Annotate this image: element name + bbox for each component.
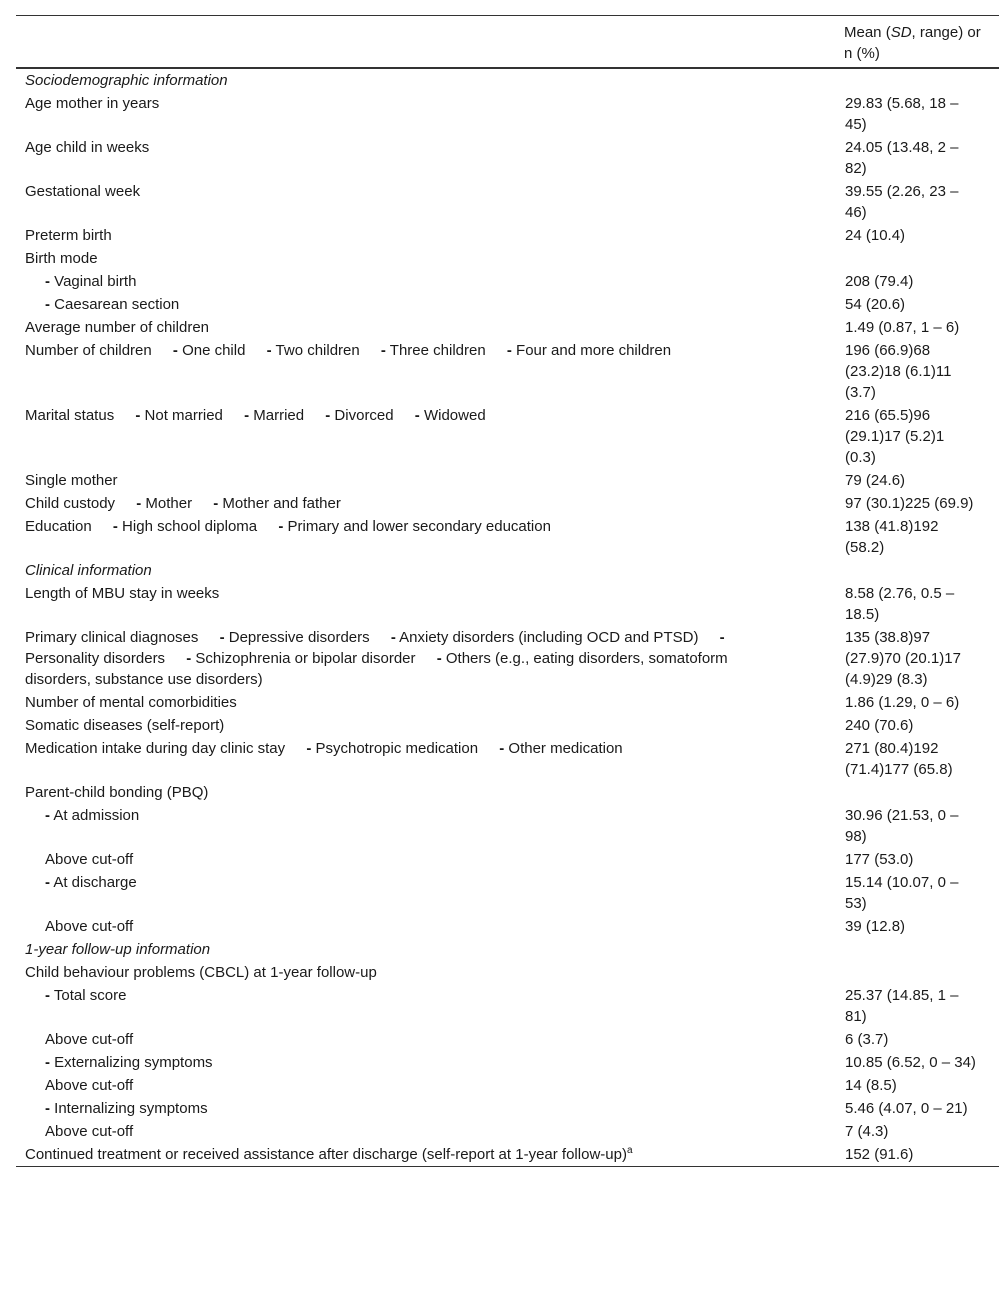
row-label: Birth mode [25, 250, 98, 267]
row-value-cell [835, 871, 999, 915]
row-label-cell [16, 1028, 835, 1051]
table-row [16, 984, 999, 1028]
row-value-cell [835, 404, 999, 469]
row-value-cell [835, 339, 999, 404]
row-label-cell [16, 515, 835, 559]
table-row [16, 293, 999, 316]
row-value-cell [835, 626, 999, 691]
row-label: Number of children [25, 342, 152, 359]
sub-category-label: Others (e.g., eating disorders, somatoform disorders, substance use disorders) [25, 650, 728, 688]
row-label-cell [16, 316, 835, 339]
table-row [16, 871, 999, 915]
row-label-cell [16, 559, 835, 582]
row-value: 29.83 (5.68, 18 – 45) [845, 95, 959, 133]
row-label-cell [16, 781, 835, 804]
table-row [16, 339, 999, 404]
row-value: 152 (91.6) [845, 1146, 914, 1163]
table-row [16, 1097, 999, 1120]
row-value-cell [835, 915, 999, 938]
row-label-cell [16, 247, 835, 270]
dash-marker: - [278, 518, 284, 535]
row-label-cell [16, 1097, 835, 1120]
sub-category-label: Mother and father [218, 495, 341, 512]
row-label-cell [16, 691, 835, 714]
dash-marker: - [719, 629, 725, 646]
header-value-post: , range) or n (%) [844, 24, 981, 62]
dash-marker: - [244, 407, 250, 424]
table-row [16, 1028, 999, 1051]
row-value-cell [835, 136, 999, 180]
sub-category [507, 342, 671, 359]
table-row [16, 691, 999, 714]
table-row [16, 469, 999, 492]
row-label: At discharge [53, 874, 137, 891]
table-row [16, 915, 999, 938]
row-label: Primary clinical diagnoses [25, 629, 199, 646]
table-header-row [16, 16, 999, 69]
row-value-cell [835, 1074, 999, 1097]
row-value: 6 (3.7) [845, 1031, 889, 1048]
dash-marker: - [45, 807, 50, 824]
row-label: Age child in weeks [25, 139, 150, 156]
sub-category-label: Married [249, 407, 305, 424]
row-label: Child custody [25, 495, 116, 512]
sub-category-label: Schizophrenia or bipolar disorder [191, 650, 416, 667]
table-row [16, 1051, 999, 1074]
row-label: Continued treatment or received assistance after discharge (self-report at 1-year follow-up) [25, 1146, 627, 1163]
dash-marker: - [380, 342, 386, 359]
sub-category-label: Two children [271, 342, 360, 359]
sub-category-label: Divorced [330, 407, 394, 424]
row-value: 7 (4.3) [845, 1123, 889, 1140]
table-row [16, 737, 999, 781]
row-label-cell [16, 1074, 835, 1097]
row-label-cell [16, 714, 835, 737]
table-row [16, 626, 999, 691]
sub-category [213, 495, 341, 512]
row-value-cell [835, 781, 999, 804]
row-value: 25.37 (14.85, 1 – 81) [845, 987, 959, 1025]
sub-category-label: Psychotropic medication [311, 740, 479, 757]
sub-category-label: High school diploma [117, 518, 258, 535]
sub-category-label: Other medication [504, 740, 623, 757]
row-value-cell [835, 938, 999, 961]
table-row [16, 961, 999, 984]
row-label: Vaginal birth [54, 273, 137, 290]
row-label: Above cut-off [45, 918, 134, 935]
dash-marker: - [112, 518, 118, 535]
table-row [16, 316, 999, 339]
row-value: 135 (38.8)97 (27.9)70 (20.1)17 (4.9)29 (8.3) [845, 629, 961, 688]
row-label-cell [16, 984, 835, 1028]
dash-marker: - [45, 1100, 50, 1117]
row-label: Preterm birth [25, 227, 112, 244]
row-label-cell [16, 180, 835, 224]
sub-category [220, 629, 370, 646]
row-label: Education [25, 518, 92, 535]
table-row [16, 404, 999, 469]
row-value-cell [835, 92, 999, 136]
row-value: 24 (10.4) [845, 227, 906, 244]
row-value: 39.55 (2.26, 23 – 46) [845, 183, 959, 221]
sub-category [136, 495, 192, 512]
row-value-cell [835, 737, 999, 781]
sub-category-label: Anxiety disorders (including OCD and PTSD) [395, 629, 699, 646]
table-container [16, 15, 999, 1167]
row-value: 54 (20.6) [845, 296, 906, 313]
row-value: 30.96 (21.53, 0 – 98) [845, 807, 959, 845]
sub-category-label: Primary and lower secondary education [283, 518, 551, 535]
dash-marker: - [306, 740, 312, 757]
row-label: Child behaviour problems (CBCL) at 1-year follow-up [25, 964, 377, 981]
row-label-cell [16, 737, 835, 781]
dash-marker: - [414, 407, 420, 424]
table-row [16, 1074, 999, 1097]
sub-category [173, 342, 246, 359]
section-row [16, 938, 999, 961]
section-row [16, 68, 999, 92]
table-row [16, 247, 999, 270]
row-label-cell [16, 1120, 835, 1143]
row-label: Medication intake during day clinic stay [25, 740, 286, 757]
row-value-cell [835, 559, 999, 582]
sub-category [325, 407, 393, 424]
row-label-cell [16, 871, 835, 915]
row-label-cell [16, 938, 835, 961]
row-label-cell [16, 626, 835, 691]
row-label: Above cut-off [45, 851, 134, 868]
row-value-cell [835, 582, 999, 626]
dash-marker: - [45, 296, 50, 313]
row-value: 1.49 (0.87, 1 – 6) [845, 319, 960, 336]
sub-category [186, 650, 415, 667]
table-row [16, 180, 999, 224]
row-value-cell [835, 316, 999, 339]
row-label-cell [16, 848, 835, 871]
row-label: Gestational week [25, 183, 141, 200]
table-row [16, 582, 999, 626]
sub-category-label: Depressive disorders [224, 629, 370, 646]
row-label: Average number of children [25, 319, 209, 336]
sub-category [278, 518, 551, 535]
dash-marker: - [135, 407, 141, 424]
table-row [16, 714, 999, 737]
section-title: Clinical information [25, 562, 152, 579]
row-label: Total score [53, 987, 127, 1004]
row-value: 14 (8.5) [845, 1077, 897, 1094]
row-label: Internalizing symptoms [54, 1100, 208, 1117]
row-value: 138 (41.8)192 (58.2) [845, 518, 939, 556]
row-label-cell [16, 224, 835, 247]
row-label: Number of mental comorbidities [25, 694, 237, 711]
dash-marker: - [506, 342, 512, 359]
row-label-cell [16, 469, 835, 492]
header-value-cell [835, 16, 999, 69]
row-value-cell [835, 515, 999, 559]
row-label-cell [16, 270, 835, 293]
row-label-cell [16, 92, 835, 136]
row-value-cell [835, 247, 999, 270]
row-value: 79 (24.6) [845, 472, 906, 489]
sub-category-label: Mother [141, 495, 193, 512]
table-row [16, 515, 999, 559]
row-value: 8.58 (2.76, 0.5 – 18.5) [845, 585, 955, 623]
row-value-cell [835, 691, 999, 714]
row-value-cell [835, 984, 999, 1028]
sub-category-label: Personality disorders [25, 650, 166, 667]
row-value-cell [835, 492, 999, 515]
descriptive-statistics-table [16, 15, 999, 1167]
footnote-marker: a [626, 1145, 633, 1156]
dash-marker: - [45, 1054, 50, 1071]
table-row [16, 270, 999, 293]
row-label: Externalizing symptoms [54, 1054, 213, 1071]
row-label: Length of MBU stay in weeks [25, 585, 220, 602]
sub-category [415, 407, 486, 424]
header-value-pre: Mean ( [844, 24, 891, 41]
row-value-cell [835, 180, 999, 224]
dash-marker: - [266, 342, 272, 359]
row-label: At admission [53, 807, 140, 824]
row-label: Somatic diseases (self-report) [25, 717, 225, 734]
row-value: 10.85 (6.52, 0 – 34) [845, 1054, 976, 1071]
header-value-sd: SD [890, 24, 912, 41]
row-value-cell [835, 224, 999, 247]
dash-marker: - [136, 495, 142, 512]
row-label-cell [16, 1051, 835, 1074]
row-label: Above cut-off [45, 1077, 134, 1094]
sub-category [391, 629, 699, 646]
dash-marker: - [325, 407, 331, 424]
row-value-cell [835, 804, 999, 848]
row-label: Above cut-off [45, 1123, 134, 1140]
table-row [16, 136, 999, 180]
table-row [16, 1120, 999, 1143]
row-value: 1.86 (1.29, 0 – 6) [845, 694, 960, 711]
section-title: 1-year follow-up information [25, 941, 211, 958]
row-value-cell [835, 1120, 999, 1143]
dash-marker: - [45, 987, 50, 1004]
sub-category-label: Widowed [419, 407, 486, 424]
dash-marker: - [390, 629, 396, 646]
row-value-cell [835, 1028, 999, 1051]
row-value: 240 (70.6) [845, 717, 914, 734]
row-value: 196 (66.9)68 (23.2)18 (6.1)11 (3.7) [845, 342, 952, 401]
sub-category [244, 407, 304, 424]
row-label: Above cut-off [45, 1031, 134, 1048]
row-value-cell [835, 961, 999, 984]
row-value: 271 (80.4)192 (71.4)177 (65.8) [845, 740, 953, 778]
sub-category [135, 407, 223, 424]
row-value-cell [835, 1051, 999, 1074]
table-body [16, 68, 999, 1167]
row-label-cell [16, 68, 835, 92]
table-row [16, 224, 999, 247]
row-label: Single mother [25, 472, 118, 489]
row-label-cell [16, 1143, 835, 1167]
sub-category-label: Four and more children [511, 342, 672, 359]
sub-category [499, 740, 622, 757]
row-label-cell [16, 136, 835, 180]
row-label: Age mother in years [25, 95, 160, 112]
table-row [16, 492, 999, 515]
dash-marker: - [436, 650, 442, 667]
table-row [16, 1143, 999, 1167]
row-value: 5.46 (4.07, 0 – 21) [845, 1100, 968, 1117]
sub-category [267, 342, 360, 359]
row-value: 208 (79.4) [845, 273, 914, 290]
row-value-cell [835, 714, 999, 737]
row-value: 177 (53.0) [845, 851, 914, 868]
row-value-cell [835, 270, 999, 293]
section-title: Sociodemographic information [25, 72, 228, 89]
sub-category [113, 518, 257, 535]
row-label: Marital status [25, 407, 115, 424]
dash-marker: - [186, 650, 192, 667]
row-label-cell [16, 293, 835, 316]
table-row [16, 781, 999, 804]
dash-marker: - [172, 342, 178, 359]
sub-category-label: Not married [140, 407, 223, 424]
section-row [16, 559, 999, 582]
row-label-cell [16, 582, 835, 626]
dash-marker: - [213, 495, 219, 512]
row-value: 15.14 (10.07, 0 – 53) [845, 874, 959, 912]
sub-category-label: Three children [385, 342, 486, 359]
row-value-cell [835, 848, 999, 871]
table-row [16, 804, 999, 848]
sub-category-label: One child [177, 342, 246, 359]
row-label-cell [16, 492, 835, 515]
sub-category [306, 740, 478, 757]
dash-marker: - [499, 740, 505, 757]
sub-category [381, 342, 486, 359]
row-label: Parent-child bonding (PBQ) [25, 784, 209, 801]
row-value-cell [835, 68, 999, 92]
row-value-cell [835, 1097, 999, 1120]
table-row [16, 92, 999, 136]
dash-marker: - [45, 273, 50, 290]
row-label-cell [16, 339, 835, 404]
row-label-cell [16, 915, 835, 938]
row-value-cell [835, 293, 999, 316]
dash-marker: - [219, 629, 225, 646]
row-label-cell [16, 404, 835, 469]
row-value-cell [835, 469, 999, 492]
row-value: 216 (65.5)96 (29.1)17 (5.2)1 (0.3) [845, 407, 945, 466]
row-value: 39 (12.8) [845, 918, 906, 935]
row-label-cell [16, 804, 835, 848]
header-label-cell [16, 16, 835, 69]
row-value: 97 (30.1)225 (69.9) [845, 495, 974, 512]
dash-marker: - [45, 874, 50, 891]
row-label: Caesarean section [54, 296, 180, 313]
row-value: 24.05 (13.48, 2 – 82) [845, 139, 959, 177]
table-row [16, 848, 999, 871]
row-label-cell [16, 961, 835, 984]
row-value-cell [835, 1143, 999, 1167]
